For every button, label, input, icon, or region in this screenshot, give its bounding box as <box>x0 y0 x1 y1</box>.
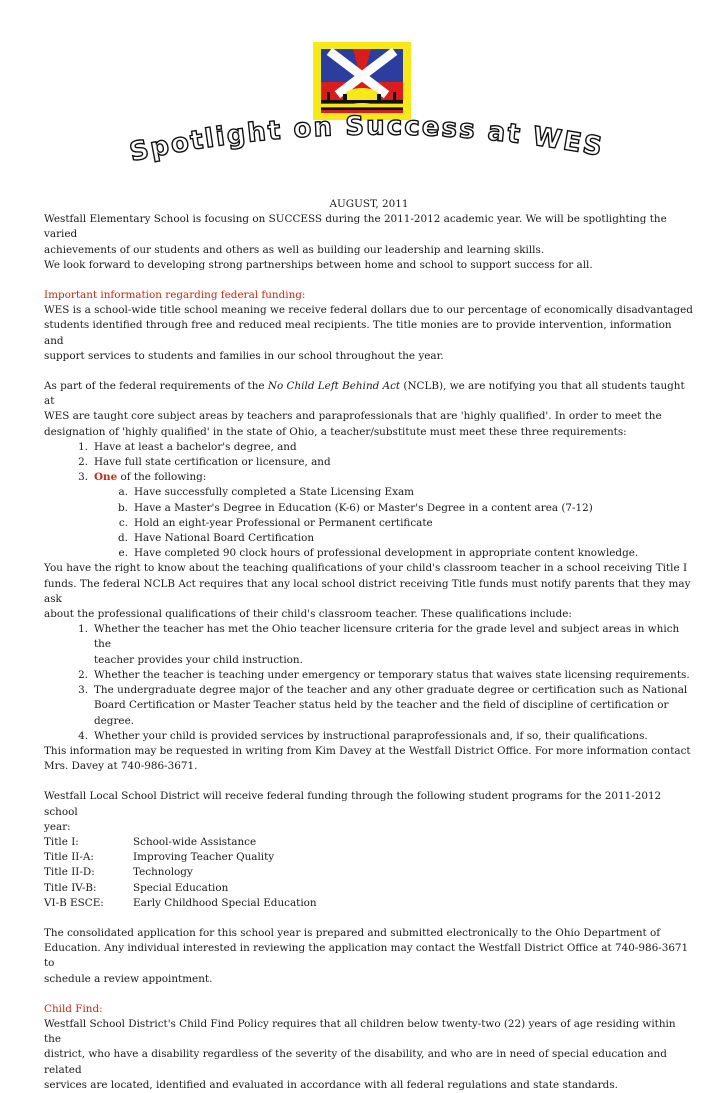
option-item: a. Have successfully completed a State Licensing Exam <box>118 486 415 499</box>
rights-line: about the professional qualifications of their child's classroom teacher. These qualifications include: <box>44 608 572 621</box>
option-item: e. Have completed 90 clock hours of professional development in appropriate content knowledge. <box>118 547 639 560</box>
child-find-heading: Child Find: <box>44 1002 103 1015</box>
letter-body <box>44 197 694 1093</box>
programs-intro: year: <box>44 820 71 833</box>
requirement-item: 3. One of the following: <box>78 471 207 484</box>
intro-line: We look forward to developing strong partnerships between home and school to support success for all. <box>44 258 593 271</box>
banner-title <box>80 96 660 192</box>
qualification-item: 2. Whether the teacher is teaching under emergency or temporary status that waives state licensing requirements. <box>78 668 690 681</box>
funding-heading: Important information regarding federal funding: <box>44 289 306 302</box>
nclb-line: As part of the federal requirements of the No Child Left Behind Act (NCLB), we are notifying you that all students taught at <box>44 380 685 408</box>
qualification-item: 4. Whether your child is provided services by instructional paraprofessionals and, if so, their qualifications. <box>78 729 648 742</box>
contact-line: This information may be requested in writing from Kim Davey at the Westfall District Office. For more information contact <box>44 744 691 757</box>
option-item: c. Hold an eight-year Professional or Permanent certificate <box>118 516 433 529</box>
funding-line: support services to students and families in our school throughout the year. <box>44 349 444 362</box>
rights-line: You have the right to know about the teaching qualifications of your child's classroom teacher in a school receiving Title I <box>44 562 688 575</box>
program-row: Title I: School-wide Assistance <box>44 835 257 848</box>
funding-line: students identified through free and reduced meal recipients. The title monies are to provide intervention, information and <box>44 319 672 347</box>
nclb-line: WES are taught core subject areas by teachers and paraprofessionals that are 'highly qualified'. In order to meet the <box>44 410 662 423</box>
programs-intro: Westfall Local School District will receive federal funding through the following student programs for the 2011-2012 school <box>44 790 662 818</box>
child-find-line: district, who have a disability regardless of the severity of the disability, and who are in need of special education and related <box>44 1048 667 1076</box>
child-find-line: Westfall School District's Child Find Policy requires that all children below twenty-two (22) years of age residing within the <box>44 1017 676 1046</box>
qualification-item: 1. Whether the teacher has met the Ohio teacher licensure criteria for the grade level and subject areas in which the teacher provides your child instruction. <box>78 623 680 666</box>
svg-text:Spotlight on Success at WES <box>127 111 606 168</box>
intro-line: achievements of our students and others as well as building our leadership and learning skills. <box>44 243 545 256</box>
rights-line: funds. The federal NCLB Act requires that any local school district receiving Title funds must notify parents that they may ask <box>44 577 691 605</box>
option-item: b. Have a Master's Degree in Education (K-6) or Master's Degree in a content area (7-12) <box>118 501 593 514</box>
application-line: The consolidated application for this school year is prepared and submitted electronically to the Ohio Department of <box>44 926 661 939</box>
nclb-act-title: No Child Left Behind Act <box>267 380 401 393</box>
program-row: Title II-D: Technology <box>44 866 193 879</box>
qualification-item: 3. The undergraduate degree major of the teacher and any other graduate degree or certification such as National Board Certification or Master Teacher status held by the teacher and the field of discipline of certification or degree. <box>78 684 688 727</box>
banner-title-text: Spotlight on Success at WES <box>127 111 607 168</box>
funding-line: WES is a school-wide title school meaning we receive federal dollars due to our percentage of economically disadvantaged <box>44 304 693 317</box>
application-line: schedule a review appointment. <box>44 972 213 985</box>
letter-date: AUGUST, 2011 <box>329 198 409 210</box>
option-item: d. Have National Board Certification <box>118 532 315 545</box>
nclb-line: designation of 'highly qualified' in the state of Ohio, a teacher/substitute must meet these three requirements: <box>44 425 627 438</box>
requirement-one-bold: One <box>94 471 118 484</box>
program-row: VI-B ESCE: Early Childhood Special Education <box>44 896 317 909</box>
application-line: Education. Any individual interested in reviewing the application may contact the Westfall District Office at 740-986-3671 to <box>44 942 689 970</box>
program-row: Title II-A: Improving Teacher Quality <box>44 851 275 864</box>
child-find-line: services are located, identified and evaluated in accordance with all federal regulations and state standards. <box>44 1078 618 1091</box>
requirement-item: 2. Have full state certification or licensure, and <box>78 456 331 469</box>
contact-line: Mrs. Davey at 740-986-3671. <box>44 760 198 773</box>
program-row: Title IV-B: Special Education <box>44 881 229 894</box>
requirement-item: 1. Have at least a bachelor's degree, and <box>78 440 297 453</box>
intro-line: Westfall Elementary School is focusing on SUCCESS during the 2011-2012 academic year. We will be spotlighting the varied <box>44 213 667 241</box>
